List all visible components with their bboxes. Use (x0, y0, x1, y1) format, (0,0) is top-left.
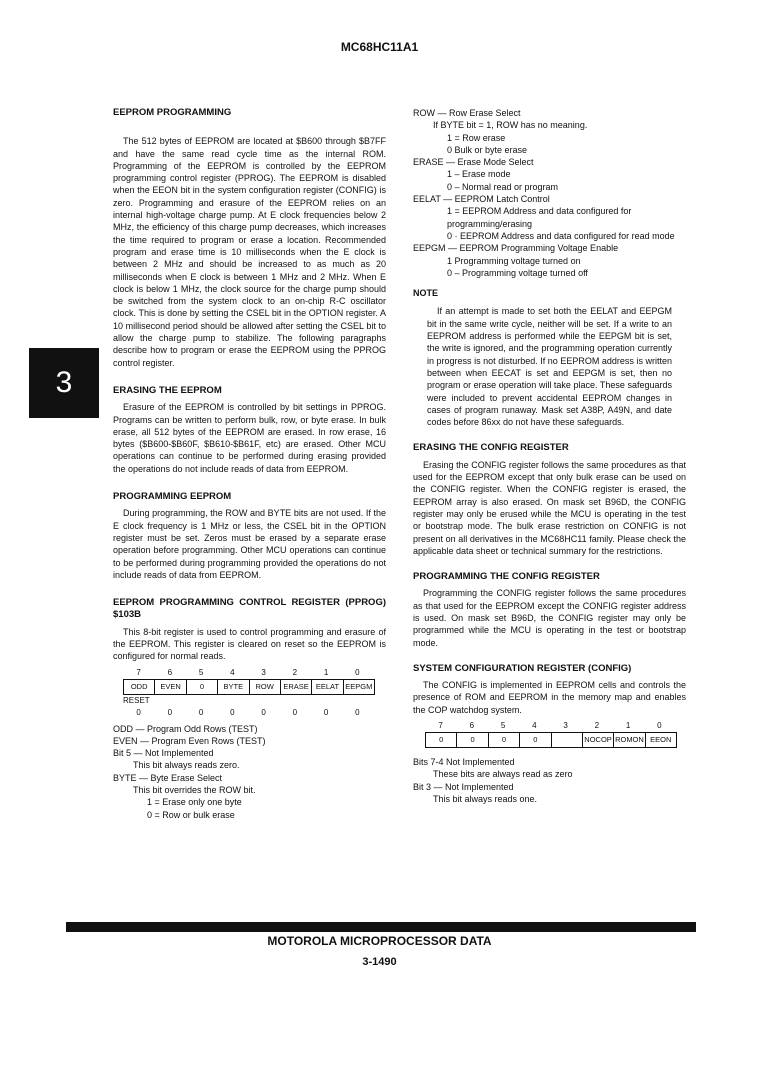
bit-cell: EELAT (311, 680, 342, 694)
bit-number: 6 (167, 667, 173, 677)
reset-value: 0 (167, 707, 173, 717)
bit-cell: 0 (488, 733, 519, 747)
bit-cell: ROMON (613, 733, 644, 747)
pprog-bit-numbers (123, 667, 373, 679)
bit-cell (551, 733, 582, 747)
page-header-title: MC68HC11A1 (340, 40, 419, 54)
section-tab: 3 (29, 348, 99, 418)
reset-value: 0 (323, 707, 329, 717)
bit-cell: ERASE (280, 680, 311, 694)
bit-cell: 0 (519, 733, 550, 747)
section-heading: EEPROM PROGRAMMING CONTROL REGISTER (PPROG) $103B (113, 597, 386, 621)
bit-number: 1 (323, 667, 329, 677)
paragraph: This 8-bit register is used to control programming and erasure of the EEPROM. This register is cleared on reset so the EEPROM is configured for normal reads. (113, 626, 386, 662)
paragraph: The 512 bytes of EEPROM are located at $B600 through $B7FF and have the same read cycle time as the internal ROM. Programming of the EEPROM is controlled by the EEPROM programming control register (PPROG). The EEPROM is disabled when the EEON bit in the system configuration register (CONFIG) is zero. Programming and erasure of the EEPROM relies on an internal high-voltage charge pump. At E clock frequencies below 2 MHz, the efficiency of this charge pump decreases, which increases the time required to program or erase a location. Recommended program and erase time is 10 milliseconds when the E clock is between 2 MHz and should be increased to as much as 20 milliseconds when E clock is between 1 MHz and 2 MHz. When E clock is below 1 MHz, the clock source for the charge pump should be switched from the system clock to an on-chip R-C oscillator clock. This is done by setting the CSEL bit in the OPTION register. A 10 millisecond period should be allowed after setting the CSEL bit to allow the charge pump to stabilize. The following paragraphs describe how to program or erase the EEPROM using the PPROG control register. (113, 136, 386, 368)
section-heading: SYSTEM CONFIGURATION REGISTER (CONFIG) (413, 662, 632, 674)
bit-number: 0 (657, 721, 662, 731)
definition-line: 1 Programming voltage turned on (447, 255, 581, 266)
bit-number: 0 (355, 667, 360, 677)
definition-line: Bits 7-4 Not Implemented (413, 757, 515, 768)
bit-cell: ODD (130, 681, 148, 691)
definition-line: 0 – Programming voltage turned off (447, 267, 588, 278)
bit-number: 3 (261, 667, 266, 677)
definition-line: These bits are always read as zero (433, 769, 573, 780)
definition-line: 0 – Normal read or program (447, 181, 559, 192)
bit-number: 7 (438, 721, 443, 731)
section-heading: ERASING THE CONFIG REGISTER (413, 442, 569, 454)
paragraph: Erasure of the EEPROM is controlled by bit settings in PPROG. Programs can be written to perform bulk, row, or byte erase. In bulk erase, all 512 bytes of the EEPROM are erased. In row erase, 16 bytes ($B600-$B60F, $B610-$B61F, etc) are erased. Other MCU operations can continue to be performed during erasing provided the operations do not include reads of data from EEPROM. (113, 402, 386, 474)
bit-cell: EEPGM (343, 680, 374, 694)
bit-cell: ROW (249, 680, 280, 694)
note-body: If an attempt is made to set both the EELAT and EEPGM bit in the same write cycle, neither will be set. If a write to an EEPROM address is performed while the EEPGM bit is set, the write is ignored, and the programming operation currently in progress is not disturbed. If no EEPROM address is written between when EECAT is set and EEPGM is set, then no program or erase operation will take place. These safeguards were included to prevent accidental EEPROM changes in cases of program runaway. Mask set A38P, A49N, and date codes before 86xx do not have these safeguards. (427, 306, 672, 428)
pprog-reset-values (123, 707, 373, 719)
definition-line: 0 = Row or bulk erase (147, 809, 235, 820)
definition-line: EEPGM — EEPROM Programming Voltage Enable (413, 243, 619, 254)
definition-line: ROW — Row Erase Select (413, 108, 521, 118)
definition-line: EVEN — Program Even Rows (TEST) (113, 735, 266, 746)
bit-cell: BYTE (217, 680, 248, 694)
reset-value: 0 (292, 707, 298, 717)
section-heading: ERASING THE EEPROM (113, 384, 222, 396)
bit-cell: 0 (186, 680, 217, 694)
reset-value: 0 (230, 707, 235, 717)
definition-line: This bit overrides the ROW bit. (133, 785, 256, 796)
reset-value: 0 (355, 707, 360, 717)
definition-line: 0 Bulk or byte erase (447, 144, 528, 155)
paragraph: The CONFIG is implemented in EEPROM cells and controls the presence of ROM and EEPROM in the memory map and enables the COP watchdog system. (413, 680, 686, 715)
paragraph: Erasing the CONFIG register follows the same procedures as that used for the EEPROM except that only bulk erase can be used on the CONFIG register. When the CONFIG register is erased, the EEPROM array is also erased. On mask set B96D, the CONFIG register may only be erused while the MCU is operating in the test or bootstrap mode. The bulk erase restriction on CONFIG is not present on all derivatives in the MC68HC11 family. Please check the applicable data sheet or technical summary for the restrictions. (413, 459, 686, 556)
section-heading: PROGRAMMING THE CONFIG REGISTER (413, 571, 600, 583)
definition-line: Bit 3 — Not Implemented (413, 781, 514, 792)
bit-cell: 0 (456, 733, 487, 747)
bit-cell: EEON (645, 733, 676, 747)
footer-title: MOTOROLA MICROPROCESSOR DATA (267, 934, 492, 948)
right-column (413, 107, 686, 805)
definition-line: If BYTE bit = 1, ROW has no meaning. (433, 120, 588, 131)
section-heading: PROGRAMMING EEPROM (113, 491, 232, 503)
definition-line: ODD — Program Odd Rows (TEST) (113, 723, 258, 734)
definition-line: 1 = Row erase (447, 132, 506, 143)
row-definitions (413, 107, 686, 279)
config-bit-numbers (425, 720, 675, 732)
paragraph: During programming, the ROW and BYTE bits are not used. If the E clock frequency is 1 MHz or less, the CSEL bit in the OPTION register must be set. Zeros must be erased by a separate erase operation before programming. Other MCU operations can continue to be performed during programming provided the operations do not include reads of data from EEPROM. (113, 508, 386, 580)
bit-number: 7 (136, 667, 141, 677)
bit-number: 2 (292, 667, 298, 677)
paragraph: Programming the CONFIG register follows the same procedures as that used for the EEPROM except the CONFIG register address is used. On mask set B96D, the CONFIG register may only be programmed while the MCU is operating in the test or bootstrap mode. (413, 588, 686, 648)
bit-number: 4 (230, 667, 235, 677)
page-number: 3-1490 (362, 956, 397, 968)
reset-value: 0 (198, 707, 204, 717)
reset-value: 0 (261, 707, 266, 717)
definition-line: Bit 5 — Not Implemented (113, 748, 214, 759)
bit-number: 2 (594, 721, 600, 731)
section-heading: EEPROM PROGRAMMING (113, 107, 232, 118)
definition-line: ERASE — Erase Mode Select (413, 157, 534, 168)
bit-number: 1 (625, 721, 631, 731)
bit-cell: 0 (439, 735, 444, 745)
definition-line: BYTE — Byte Erase Select (113, 772, 223, 783)
reset-value: 0 (136, 707, 141, 717)
note-heading: NOTE (413, 288, 439, 299)
definition-line: 1 = Erase only one byte (147, 797, 242, 808)
bit-definitions (113, 723, 386, 821)
bit-number: 4 (532, 721, 537, 731)
bit-number: 5 (198, 667, 204, 677)
bit-cell: NOCOP (582, 733, 613, 747)
definition-line: 1 = EEPROM Address and data configured for programming/erasing (447, 206, 632, 229)
config-register-diagram (425, 732, 677, 748)
pprog-register-diagram (123, 679, 375, 695)
bit-number: 6 (469, 721, 475, 731)
definition-line: This bit always reads one. (433, 793, 538, 804)
bit-number: 3 (563, 721, 568, 731)
bit-number: 5 (500, 721, 506, 731)
definition-line: 1 – Erase mode (447, 169, 511, 180)
bit-cell: EVEN (154, 680, 185, 694)
left-column (113, 107, 386, 821)
footer-rule (66, 922, 696, 932)
definition-line: This bit always reads zero. (133, 760, 240, 771)
config-bit-definitions (413, 756, 686, 805)
definition-line: EELAT — EEPROM Latch Control (413, 194, 550, 205)
reset-label: RESET (123, 695, 150, 705)
definition-line: 0 · EEPROM Address and data configured for read mode (447, 230, 675, 241)
